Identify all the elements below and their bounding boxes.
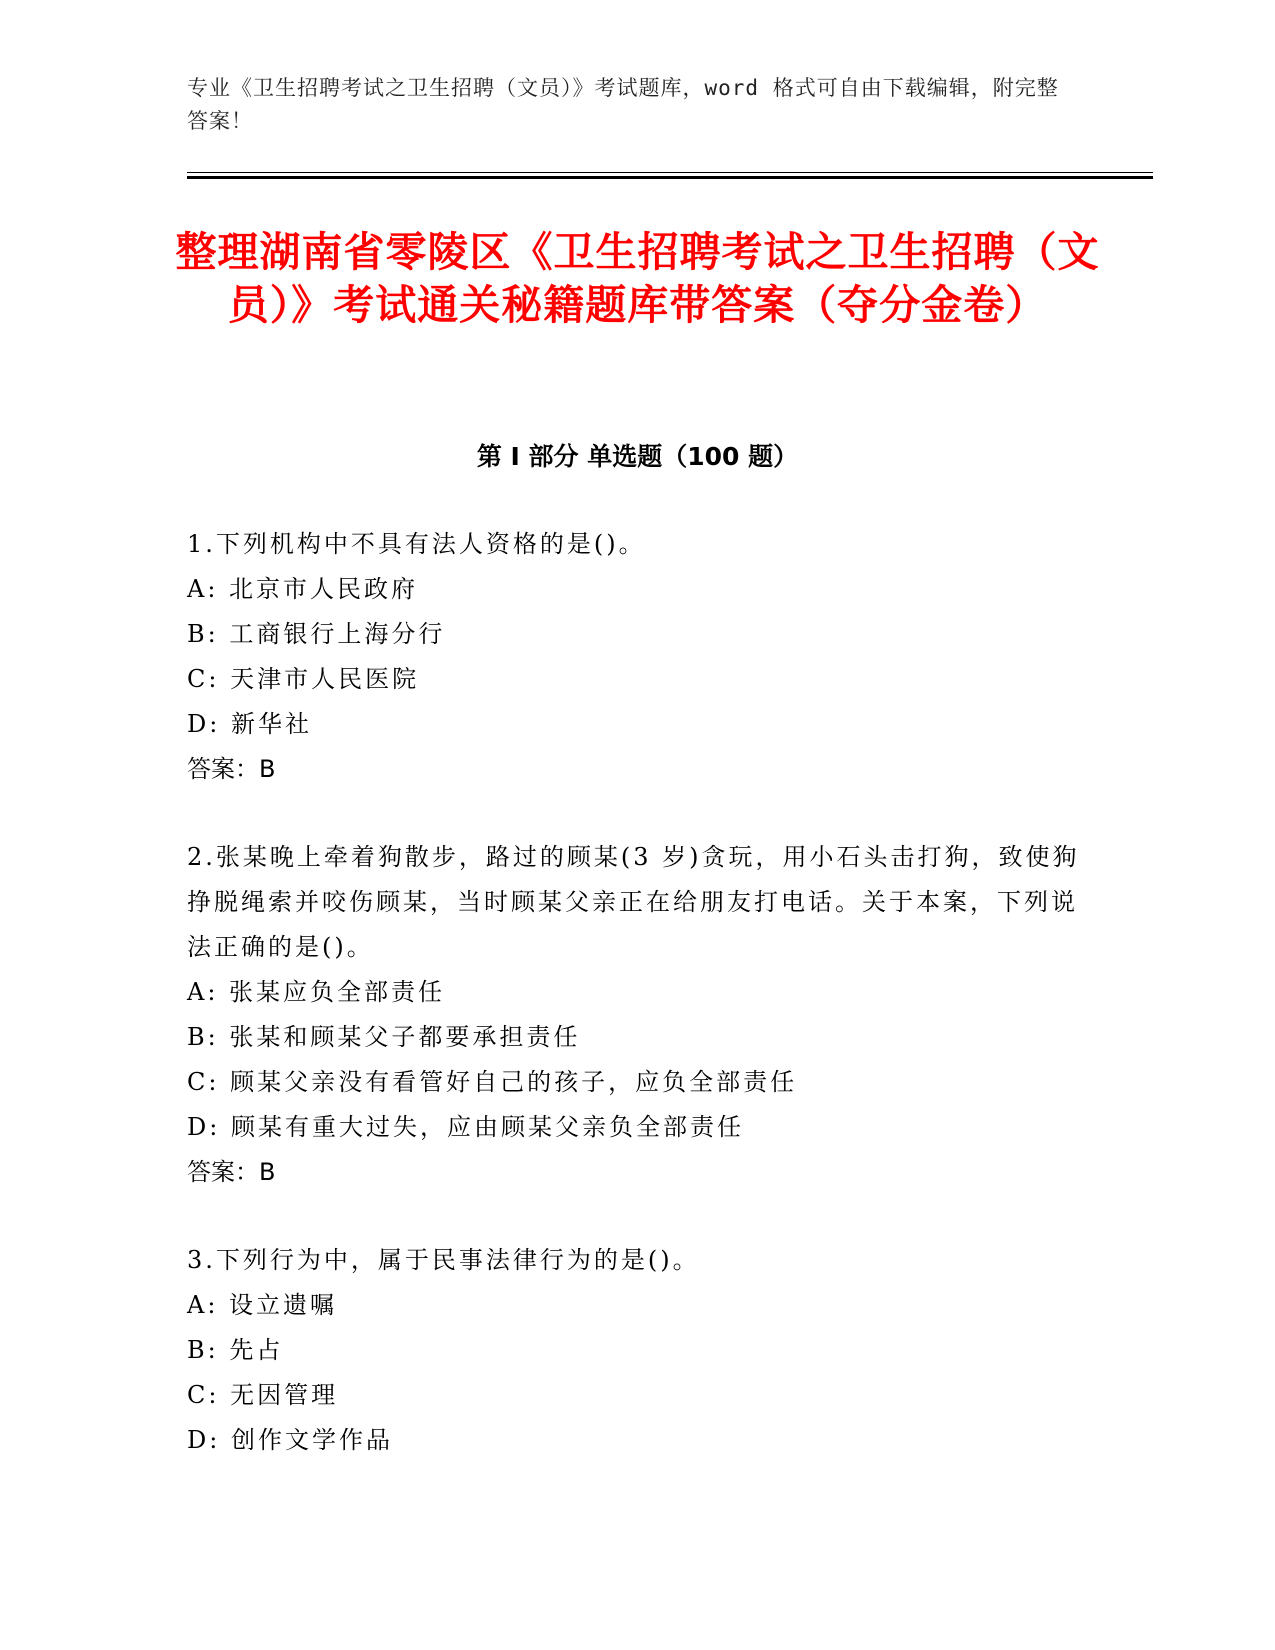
- option-c: C: 顾某父亲没有看管好自己的孩子，应负全部责任: [187, 1068, 798, 1096]
- option-c: C: 无因管理: [187, 1381, 339, 1409]
- question-text: 3.下列行为中，属于民事法律行为的是()。: [187, 1246, 700, 1274]
- option-a: A: 北京市人民政府: [187, 575, 419, 603]
- option-a: A: 张某应负全部责任: [187, 978, 446, 1006]
- question-text: 1.下列机构中不具有法人资格的是()。: [187, 530, 646, 558]
- option-a: A: 设立遗嘱: [187, 1291, 338, 1319]
- header-divider-thin: [187, 172, 1153, 173]
- option-d: D: 创作文学作品: [187, 1426, 393, 1454]
- option-b: B: 工商银行上海分行: [187, 620, 446, 648]
- option-c: C: 天津市人民医院: [187, 665, 420, 693]
- header-divider-thick: [187, 176, 1153, 179]
- option-d: D: 新华社: [187, 710, 312, 738]
- question-1: [187, 522, 1087, 792]
- option-b: B: 先占: [187, 1336, 284, 1364]
- document-title: 整理湖南省零陵区《卫生招聘考试之卫生招聘（文员）》考试通关秘籍题库带答案（夺分金卷）: [175, 228, 1100, 329]
- header-note: 专业《卫生招聘考试之卫生招聘（文员）》考试题库，word 格式可自由下载编辑，附完整答案！: [187, 76, 1059, 133]
- answer: 答案：B: [187, 1158, 276, 1186]
- question-text: 2.张某晚上牵着狗散步，路过的顾某(3 岁)贪玩，用小石头击打狗，致使狗挣脱绳索并咬伤顾某，当时顾某父亲正在给朋友打电话。关于本案，下列说法正确的是()。: [187, 843, 1080, 961]
- option-d: D: 顾某有重大过失，应由顾某父亲负全部责任: [187, 1113, 744, 1141]
- question-3: [187, 1238, 1087, 1463]
- question-2: [187, 835, 1087, 1195]
- section-title: 第 I 部分 单选题（100 题）: [476, 442, 799, 471]
- question-list: [187, 522, 1087, 1506]
- option-b: B: 张某和顾某父子都要承担责任: [187, 1023, 581, 1051]
- answer: 答案：B: [187, 755, 276, 783]
